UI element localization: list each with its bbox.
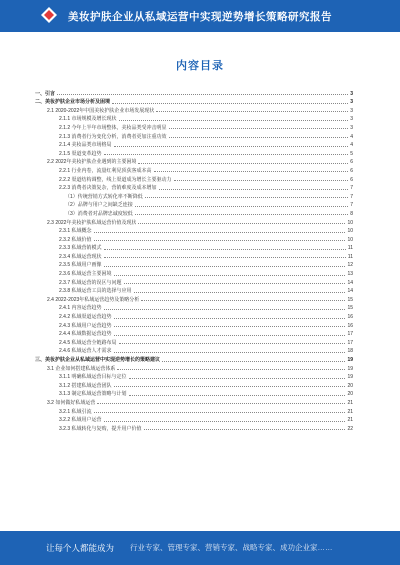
toc-page-number: 3 xyxy=(350,116,353,123)
toc-page-number: 4 xyxy=(350,142,353,149)
toc-leader xyxy=(129,395,346,396)
toc-page-number: 5 xyxy=(350,150,353,157)
toc-page-number: 7 xyxy=(350,202,353,209)
toc-entry-text: 2.4.6 私域运营人才需求 xyxy=(59,348,112,355)
toc-page-number: 10 xyxy=(347,228,353,235)
toc-entry[interactable] xyxy=(35,114,353,123)
toc-page-number: 6 xyxy=(350,167,353,174)
toc-entry-text: 2.1.1 市场规模及增长现状 xyxy=(59,116,117,123)
toc-page-number: 7 xyxy=(350,185,353,192)
toc-page-number: 15 xyxy=(347,305,353,312)
table-of-contents xyxy=(35,88,353,432)
toc-leader xyxy=(138,223,345,224)
toc-entry[interactable] xyxy=(35,234,353,243)
toc-entry-text: 三、美妆护肤企业从私域运营中实现逆势增长的策略建议 xyxy=(35,357,161,363)
toc-entry[interactable] xyxy=(35,303,353,312)
toc-leader xyxy=(114,318,346,319)
toc-page-number: 21 xyxy=(347,417,353,424)
toc-leader xyxy=(124,283,346,284)
toc-entry[interactable] xyxy=(35,415,353,424)
toc-entry[interactable] xyxy=(35,286,353,295)
toc-page-number: 3 xyxy=(350,107,353,114)
toc-entry-text: 3.2.2 私域用户运营 xyxy=(59,417,102,424)
toc-entry-text: （3）消费者对品牌忠诚度较低 xyxy=(65,210,133,217)
toc-entry-text: 2.3.5 私域用户画像 xyxy=(59,262,102,269)
toc-entry-text: 2.2.1 行业内卷，流量红利见顶获客成本高 xyxy=(59,167,152,174)
toc-page-number: 14 xyxy=(347,288,353,295)
toc-entry[interactable] xyxy=(35,226,353,235)
toc-entry-text: 2.2 2022年美妆护肤企业遇到的主要困境 xyxy=(47,159,137,166)
toc-entry-text: 2.4.1 内容运营趋势 xyxy=(59,305,102,312)
toc-entry-text: 2.1.3 消费者行为变化分析，消费者更加注重功效 xyxy=(59,133,167,140)
toc-page-number: 3 xyxy=(350,99,353,106)
toc-page-number: 12 xyxy=(347,262,353,269)
toc-page-number: 6 xyxy=(350,176,353,183)
toc-entry-text: 2.4 2022-2023年私域运营趋势及策略分析 xyxy=(47,296,140,303)
toc-entry-text: 2.2.2 渠道结构调整，线上渠道成为增长主要驱动力 xyxy=(59,176,172,183)
toc-entry[interactable] xyxy=(35,329,353,338)
toc-page-number: 8 xyxy=(350,210,353,217)
toc-leader xyxy=(104,249,346,250)
toc-leader xyxy=(104,309,346,310)
toc-leader xyxy=(117,369,345,370)
toc-page-number: 10 xyxy=(347,219,353,226)
footer-tagline: 行业专家、管理专家、营销专家、战略专家、成功企业家…… xyxy=(130,543,333,552)
toc-page-number: 14 xyxy=(347,279,353,286)
toc-page-number: 17 xyxy=(347,331,353,338)
toc-entry-text: 2.1.5 渠道变革趋势 xyxy=(59,150,102,157)
toc-entry[interactable] xyxy=(35,397,353,406)
toc-entry-text: 2.4.2 私域渠道运营趋势 xyxy=(59,314,112,321)
toc-entry-text: 2.2.3 消费者决策复杂，营销难度及成本增加 xyxy=(59,185,157,192)
toc-page-number: 6 xyxy=(350,159,353,166)
toc-entry-text: 3.1.1 明确私域运营目标与定位 xyxy=(59,374,127,381)
toc-leader xyxy=(119,120,349,121)
toc-page-number: 11 xyxy=(347,245,353,252)
toc-leader xyxy=(169,137,349,138)
toc-entry-text: 二、美妆护肤企业市场分析及困境 xyxy=(35,99,111,106)
toc-leader xyxy=(104,266,346,267)
toc-entry[interactable] xyxy=(35,191,353,200)
toc-leader xyxy=(135,206,348,207)
footer-slogan: 让每个人都能成为 xyxy=(46,543,115,553)
toc-leader xyxy=(112,103,348,104)
toc-entry[interactable] xyxy=(35,122,353,131)
toc-leader xyxy=(129,378,346,379)
toc-entry[interactable] xyxy=(35,157,353,166)
toc-entry[interactable] xyxy=(35,389,353,398)
toc-leader xyxy=(97,403,345,404)
toc-page-number: 20 xyxy=(347,391,353,398)
toc-entry[interactable] xyxy=(35,372,353,381)
toc-entry[interactable] xyxy=(35,148,353,157)
toc-page-number: 19 xyxy=(347,374,353,381)
toc-leader xyxy=(94,240,346,241)
toc-leader xyxy=(144,429,346,430)
toc-entry[interactable] xyxy=(35,260,353,269)
toc-page-number: 11 xyxy=(347,253,353,260)
toc-entry[interactable] xyxy=(35,320,353,329)
toc-entry-text: 2.3.2 私域价值 xyxy=(59,236,92,243)
toc-leader xyxy=(156,111,348,112)
toc-page-number: 21 xyxy=(347,399,353,406)
toc-entry-text: 2.3.3 私域营销模式 xyxy=(59,245,102,252)
toc-entry[interactable] xyxy=(35,131,353,140)
toc-entry-text: 3.2.1 私域引流 xyxy=(59,408,92,415)
toc-page-number: 16 xyxy=(347,314,353,321)
toc-leader xyxy=(134,292,346,293)
toc-entry-text: 2.3.1 私域概念 xyxy=(59,228,92,235)
header-bar xyxy=(0,0,400,32)
toc-page-number: 20 xyxy=(347,382,353,389)
toc-entry-text: （1）传统营销方式转化率不断降低 xyxy=(65,193,143,200)
toc-entry-text: 2.3 2022年美妆护肤私域运营价值及现状 xyxy=(47,219,137,226)
toc-page-number: 19 xyxy=(347,357,353,363)
toc-entry-text: 2.4.4 私域数据运营趋势 xyxy=(59,331,112,338)
toc-page-number: 13 xyxy=(347,271,353,278)
toc-page-number: 3 xyxy=(350,90,353,97)
toc-leader xyxy=(94,412,346,413)
toc-leader xyxy=(104,257,346,258)
toc-leader xyxy=(114,275,346,276)
toc-entry-text: （2）品牌与用户之间缺乏连接 xyxy=(65,202,133,209)
toc-entry[interactable] xyxy=(35,294,353,303)
toc-leader xyxy=(104,154,349,155)
toc-leader xyxy=(57,94,348,95)
toc-entry-text: 2.1.2 今年上半年市场整体，美妆品类受冲击明显 xyxy=(59,124,167,131)
toc-leader xyxy=(104,421,346,422)
toc-entry[interactable] xyxy=(35,423,353,432)
toc-page-number: 21 xyxy=(347,408,353,415)
toc-leader xyxy=(159,189,349,190)
toc-entry-text: 2.4.5 私域运营全链路布局 xyxy=(59,339,117,346)
toc-entry-text: 3.2 如何做好私域运营 xyxy=(47,399,96,406)
toc-entry-text: 2.3.6 私域运营主要困境 xyxy=(59,271,112,278)
footer-bar xyxy=(0,531,400,565)
toc-leader xyxy=(114,146,349,147)
toc-page-number: 3 xyxy=(350,124,353,131)
toc-page-number: 19 xyxy=(347,365,353,372)
toc-entry[interactable] xyxy=(35,140,353,149)
toc-entry[interactable] xyxy=(35,200,353,209)
toc-leader xyxy=(94,232,346,233)
report-title: 美妆护肤企业从私域运营中实现逆势增长策略研究报告 xyxy=(68,11,332,23)
toc-leader xyxy=(145,197,348,198)
toc-page-number: 4 xyxy=(350,133,353,140)
toc-entry[interactable] xyxy=(35,380,353,389)
toc-page-number: 18 xyxy=(347,348,353,355)
toc-leader xyxy=(141,300,345,301)
toc-entry-text: 3.2.3 私域转化与复购，提升用户价值 xyxy=(59,425,142,432)
toc-entry[interactable] xyxy=(35,277,353,286)
toc-entry-text: 2.4.3 私域用户运营趋势 xyxy=(59,322,112,329)
toc-leader xyxy=(135,214,348,215)
toc-leader xyxy=(174,180,349,181)
toc-page-number: 7 xyxy=(350,193,353,200)
toc-entry[interactable] xyxy=(35,105,353,114)
toc-entry[interactable] xyxy=(35,337,353,346)
toc-entry-text: 2.3.7 私域运营的误区与问题 xyxy=(59,279,122,286)
toc-page-number: 17 xyxy=(347,339,353,346)
toc-entry-text: 一、引言 xyxy=(35,90,56,97)
toc-leader xyxy=(119,343,346,344)
toc-leader xyxy=(138,163,348,164)
toc-entry[interactable] xyxy=(35,88,353,97)
toc-leader xyxy=(169,128,349,129)
toc-leader xyxy=(114,386,346,387)
toc-page-number: 15 xyxy=(347,296,353,303)
toc-leader xyxy=(114,352,346,353)
toc-entry-text: 2.3.4 私域运营现状 xyxy=(59,253,102,260)
toc-entry-text: 2.1.4 美妆品类市场格局 xyxy=(59,142,112,149)
toc-entry[interactable] xyxy=(35,268,353,277)
toc-entry[interactable] xyxy=(35,217,353,226)
toc-entry[interactable] xyxy=(35,354,353,363)
toc-entry[interactable] xyxy=(35,363,353,372)
toc-entry[interactable] xyxy=(35,97,353,106)
toc-entry[interactable] xyxy=(35,406,353,415)
toc-entry[interactable] xyxy=(35,311,353,320)
toc-entry-text: 3.1.3 制定私域运营策略与计划 xyxy=(59,391,127,398)
toc-page-number: 16 xyxy=(347,322,353,329)
toc-leader xyxy=(114,326,346,327)
toc-entry[interactable] xyxy=(35,251,353,260)
toc-entry[interactable] xyxy=(35,208,353,217)
toc-entry-text: 2.3.8 私域运营工具的选择与应用 xyxy=(59,288,132,295)
toc-page-number: 22 xyxy=(347,425,353,432)
toc-leader xyxy=(114,335,346,336)
toc-entry[interactable] xyxy=(35,183,353,192)
toc-leader xyxy=(162,361,345,362)
toc-entry[interactable] xyxy=(35,174,353,183)
toc-entry[interactable] xyxy=(35,346,353,355)
toc-entry-text: 3.1 企业如何搭建私域运营体系 xyxy=(47,365,116,372)
toc-page-number: 10 xyxy=(347,236,353,243)
toc-entry[interactable] xyxy=(35,243,353,252)
toc-heading: 内容目录 xyxy=(176,60,224,72)
toc-leader xyxy=(154,171,349,172)
toc-entry-text: 2.1 2020-2022年中国美妆护肤企业市场发展现状 xyxy=(47,107,155,114)
toc-entry-text: 3.1.2 搭建私域运营团队 xyxy=(59,382,112,389)
toc-entry[interactable] xyxy=(35,165,353,174)
